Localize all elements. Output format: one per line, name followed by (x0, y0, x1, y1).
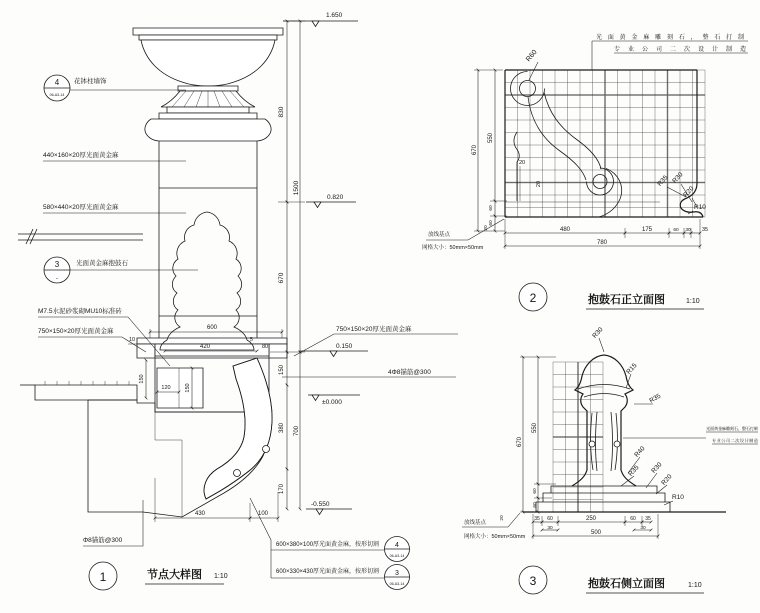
note-secondary-design: 专业公司二次设计制造 (614, 47, 746, 53)
radius-r35: R35 (656, 174, 670, 188)
drawing-1-title: 节点大样图 (147, 569, 202, 581)
radius-r30b: R30 (650, 461, 664, 475)
dim-60c: 60 (547, 516, 553, 522)
dim-170: 170 (279, 483, 285, 495)
dim-60c: 60 (673, 228, 679, 233)
label-drum-stone: 光面黄金麻抱鼓石 (76, 260, 128, 267)
dim-175: 175 (641, 227, 653, 233)
drawing-1-number: 1 (99, 570, 107, 584)
radius-r30-top: R30 (591, 326, 605, 340)
footing-step-lines (155, 412, 182, 517)
label-urn: 花钵柱墙饰 (74, 78, 107, 85)
dim-600: 600 (206, 325, 218, 331)
d2-title-block (519, 283, 704, 311)
dim-20: 20 (500, 515, 505, 521)
column-shaft (159, 141, 257, 338)
dim-80: 80 (262, 344, 269, 350)
dim-30b: 30 (640, 526, 646, 531)
level-0000: ±0.000 (322, 399, 342, 406)
dim-100: 100 (257, 511, 269, 517)
radius-r10: R10 (694, 204, 706, 211)
dim-380: 380 (279, 422, 285, 434)
dim-500: 500 (590, 530, 602, 536)
level-1650: 1.650 (326, 12, 343, 19)
callout-b4-ref: 06-A3-14 (389, 554, 405, 558)
d2-radii (525, 49, 706, 214)
urn-profile (133, 28, 283, 141)
label-anchor-bottom: Φ8锚筋@300 (83, 537, 123, 544)
dim-430: 430 (194, 511, 206, 517)
callout-4-ref: 06-A3-14 (49, 93, 65, 97)
note-stone-carving: 光面黄金麻雕刻石，整石打制 (706, 426, 758, 431)
dim-60b: 60 (533, 502, 538, 508)
label-stone580: 580×440×20厚光面黄金麻 (43, 204, 119, 211)
dim-5: 5 (250, 337, 253, 343)
dim-30: 30 (685, 228, 691, 233)
drawing-1-scale: 1:10 (214, 573, 228, 580)
level-m0550: -0.550 (311, 501, 330, 508)
d2-dimensions (472, 70, 708, 249)
d3-radii (591, 326, 684, 505)
dim-20-inner-v: 20 (536, 180, 542, 188)
level-0820: 0.820 (327, 194, 344, 201)
drawing-2-number: 2 (529, 291, 537, 305)
label-anchor-right: 4Φ8锚筋@300 (388, 369, 431, 376)
dim-60a: 60 (489, 205, 494, 211)
callout-3-number: 3 (54, 260, 60, 269)
dowel-pin (234, 470, 241, 477)
drawing-1-node-detail (18, 12, 458, 590)
d3-title-block (519, 566, 704, 594)
dim-10: 10 (128, 337, 136, 343)
curved-base-stone (204, 358, 272, 499)
grid-size-note: 网格大小：50mm×50mm (422, 245, 484, 251)
dim-1500: 1500 (293, 180, 300, 196)
drawing-2-front-elevation (422, 33, 748, 311)
callout-3-ref: - (56, 276, 58, 282)
radius-r20: R20 (682, 185, 696, 199)
radius-r20: R20 (660, 473, 674, 487)
dim-150-left: 150 (139, 374, 145, 384)
dim-670: 670 (278, 272, 285, 284)
radius-r30: R30 (671, 171, 685, 185)
d2-notes (592, 33, 748, 70)
label-stone600b: 600×330×430厚光面黄金麻，按形切割 (276, 569, 380, 575)
pavement-slab (20, 381, 137, 400)
radius-r60: R60 (525, 48, 539, 64)
d3-datum-note (462, 513, 526, 540)
dim-35b: 35 (645, 516, 651, 522)
dim-30a: 30 (547, 526, 553, 531)
drawing-3-title: 抱鼓石侧立面图 (588, 578, 665, 590)
dim-670: 670 (472, 144, 478, 156)
dim-480: 480 (559, 227, 571, 233)
break-symbol (26, 229, 37, 244)
dim-120: 120 (161, 385, 171, 391)
note-stone-carving: 光面黄金麻雕刻石，整石打制 (596, 35, 744, 41)
dim-250: 250 (585, 516, 597, 522)
label-stone750-right: 750×150×20厚光面黄金麻 (336, 326, 412, 333)
datum-point-label: 放线基点 (428, 232, 451, 238)
callout-b4-number: 4 (395, 542, 399, 549)
dim-780: 780 (596, 240, 608, 246)
label-stone750-left: 750×150×20厚光面黄金麻 (38, 328, 114, 335)
drawing-2-scale: 1:10 (686, 298, 700, 305)
callout-b3-ref: 06-A3-14 (389, 582, 405, 586)
note-secondary-design: 专业公司二次设计制造 (712, 438, 758, 443)
callout-4-number: 4 (54, 78, 60, 87)
dowel-pin (263, 446, 270, 453)
dim-550: 550 (488, 132, 494, 144)
label-stone440: 440×160×20厚光面黄金麻 (43, 152, 119, 159)
dim-60a: 60 (533, 488, 538, 494)
dim-670: 670 (517, 436, 523, 448)
label-stone600a: 600×380×100厚光面黄金麻，按形切割 (276, 542, 380, 548)
radius-r35b: R35 (627, 464, 641, 478)
d1-title-block (89, 562, 228, 590)
adjacent-coping-line (18, 234, 143, 240)
dim-550: 550 (532, 422, 538, 434)
dim-420: 420 (199, 344, 211, 350)
datum-point-label: 放线基点 (464, 520, 487, 526)
drawing-2-title: 抱鼓石正立面图 (588, 294, 665, 306)
dim-60b: 60 (489, 220, 494, 226)
grid-size-note: 网格大小：50mm×50mm (464, 534, 526, 540)
dim-35a: 35 (534, 516, 540, 522)
callout-b3-number: 3 (395, 570, 399, 577)
label-brick: M7.5水泥砂浆砌MU10标准砖 (38, 308, 122, 315)
radius-r10: R10 (672, 494, 684, 501)
radius-r40: R40 (633, 445, 647, 459)
drawing-3-number: 3 (529, 574, 537, 588)
drawing-3-side-elevation (462, 326, 759, 594)
d1-levels (283, 12, 368, 515)
dim-150: 150 (279, 364, 285, 376)
dim-150-inner: 150 (185, 383, 191, 393)
dim-60d: 60 (630, 516, 636, 522)
d3-notes (623, 425, 759, 444)
dim-20: 20 (484, 225, 489, 231)
level-0150: 0.150 (336, 343, 353, 350)
dim-700: 700 (294, 425, 300, 437)
bell-stone-outline (523, 355, 726, 512)
dim-20-inner-h: 20 (519, 160, 526, 166)
dim-35: 35 (701, 227, 709, 233)
radius-r35: R35 (648, 392, 663, 405)
radius-r15: R15 (625, 362, 639, 376)
drawing-3-scale: 1:10 (688, 582, 702, 589)
dim-830: 830 (278, 106, 285, 118)
